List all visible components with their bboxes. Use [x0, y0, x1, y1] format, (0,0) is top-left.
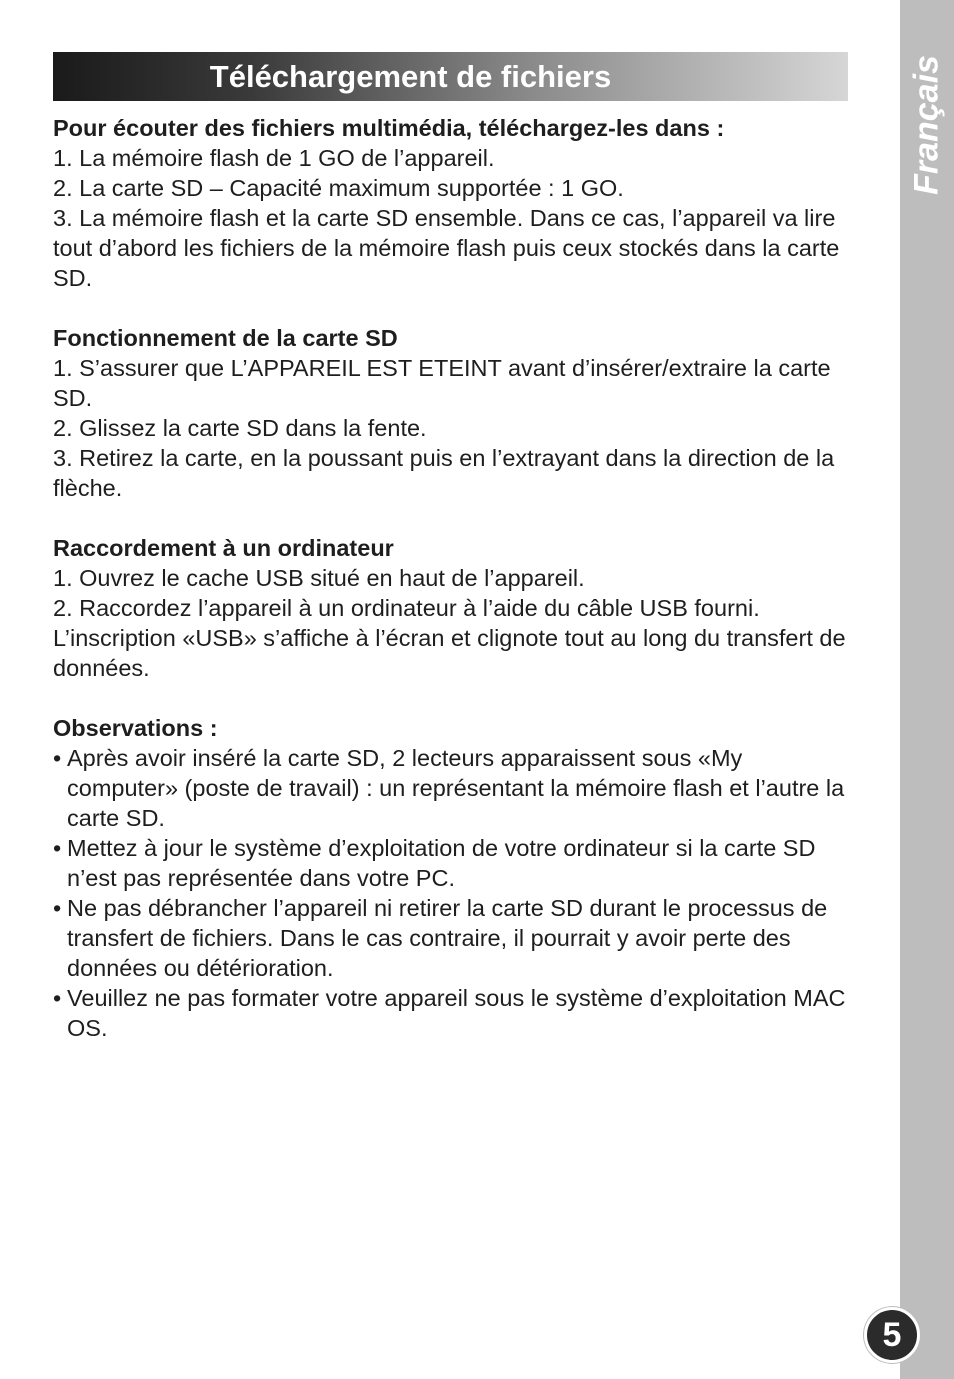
page-number: 5 [864, 1307, 920, 1363]
list-item: 3. Retirez la carte, en la poussant puis en l’extrayant dans la direction de la flèche. [53, 445, 835, 501]
section-download [53, 113, 853, 293]
bullet-text: Après avoir inséré la carte SD, 2 lecteurs apparaissent sous «My computer» (poste de travail) : un représentant la mémoire flash et l’autre la carte SD. [67, 745, 845, 831]
bullet-text: Veuillez ne pas formater votre appareil sous le système d’exploitation MAC OS. [67, 985, 846, 1041]
bullet-item [53, 983, 853, 1043]
section-heading: Fonctionnement de la carte SD [53, 325, 398, 351]
bullet-item [53, 893, 853, 983]
section-heading: Observations : [53, 715, 218, 741]
language-tab [900, 0, 954, 1379]
language-label: Français [907, 55, 946, 195]
section-observations [53, 713, 853, 1043]
list-item: 2. Raccordez l’appareil à un ordinateur à l’aide du câble USB fourni. L’inscription «USB» s’affiche à l’écran et clignote tout au long du transfert de données. [53, 595, 846, 681]
bullet-dot-icon: • [53, 985, 62, 1011]
list-item: 2. Glissez la carte SD dans la fente. [53, 415, 427, 441]
bullet-text: Mettez à jour le système d’exploitation de votre ordinateur si la carte SD n’est pas représentée dans votre PC. [67, 835, 816, 891]
list-item: 2. La carte SD – Capacité maximum supportée : 1 GO. [53, 175, 624, 201]
list-item: 3. La mémoire flash et la carte SD ensemble. Dans ce cas, l’appareil va lire tout d’abord les fichiers de la mémoire flash puis ceux stockés dans la carte SD. [53, 205, 840, 291]
title-bar [53, 52, 848, 101]
page-title: Téléchargement de fichiers [209, 59, 612, 94]
bullet-dot-icon: • [53, 895, 62, 921]
section-sd-card [53, 323, 853, 503]
section-heading: Raccordement à un ordinateur [53, 535, 394, 561]
bullet-item [53, 743, 853, 833]
section-computer [53, 533, 853, 683]
document-body [53, 113, 853, 1073]
bullet-text: Ne pas débrancher l’appareil ni retirer la carte SD durant le processus de transfert de fichiers. Dans le cas contraire, il pourrait y avoir perte des données ou détérioration. [67, 895, 828, 981]
section-heading: Pour écouter des fichiers multimédia, téléchargez-les dans : [53, 115, 725, 141]
list-item: 1. La mémoire flash de 1 GO de l’appareil. [53, 145, 495, 171]
bullet-item [53, 833, 853, 893]
bullet-dot-icon: • [53, 745, 62, 771]
list-item: 1. S’assurer que L’APPAREIL EST ETEINT avant d’insérer/extraire la carte SD. [53, 355, 831, 411]
bullet-dot-icon: • [53, 835, 62, 861]
list-item: 1. Ouvrez le cache USB situé en haut de l’appareil. [53, 565, 585, 591]
